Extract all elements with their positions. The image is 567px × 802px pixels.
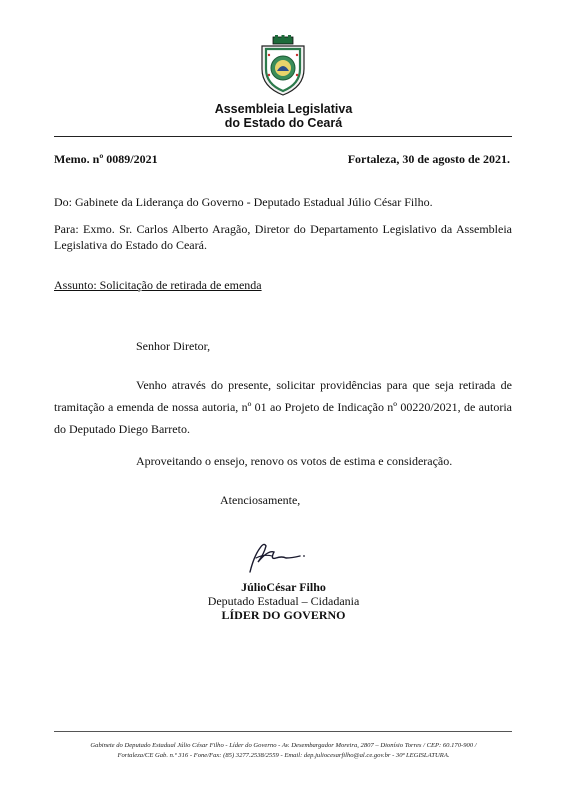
handwritten-signature	[240, 536, 320, 576]
header-divider	[54, 136, 512, 137]
state-coat-of-arms-icon	[258, 35, 308, 97]
closing-paragraph: Aproveitando o ensejo, renovo os votos de estima e consideração.	[136, 454, 453, 468]
footer-divider	[54, 731, 512, 732]
footer-line1: Gabinete do Deputado Estadual Júlio César Filho - Líder do Governo - Av. Desembargador Moreira, 2807 – Dionísio Torres / CEP: 60.170-900 /	[90, 742, 477, 749]
signer-role: Deputado Estadual – Cidadania	[207, 594, 360, 608]
memo-date: Fortaleza, 30 de agosto de 2021.	[347, 152, 510, 166]
salutation: Senhor Diretor,	[136, 339, 211, 353]
body-paragraph: Venho através do presente, solicitar providências para que seja retirada de tramitação a emenda de nossa autoria, nº 01 ao Projeto de Indicação nº 00220/2021, de autoria do Deputado Diego Barreto.	[54, 378, 512, 436]
memo-number: Memo. nº 0089/2021	[54, 152, 158, 166]
institution-name-line2: do Estado do Ceará	[224, 116, 343, 130]
footer-line2: Fortaleza/CE Gab. n.º 316 - Fone/Fax: (85) 3277.2538/2559 - Email: dep.juliocesarfilho@al.ce.gov.br - 30ª LEGISLATURA.	[117, 752, 450, 759]
institution-name-line1: Assembleia Legislativa	[214, 102, 353, 116]
subject-line: Assunto: Solicitação de retirada de emenda	[54, 278, 262, 292]
from-line: Do: Gabinete da Liderança do Governo - Deputado Estadual Júlio César Filho.	[54, 195, 433, 209]
signer-name: JúlioCésar Filho	[241, 580, 326, 594]
signer-title: LÍDER DO GOVERNO	[221, 608, 346, 622]
to-line: Para: Exmo. Sr. Carlos Alberto Aragão, Diretor do Departamento Legislativo da Assembleia Legislativa do Estado do Ceará.	[54, 222, 512, 252]
sign-off: Atenciosamente,	[220, 493, 301, 507]
